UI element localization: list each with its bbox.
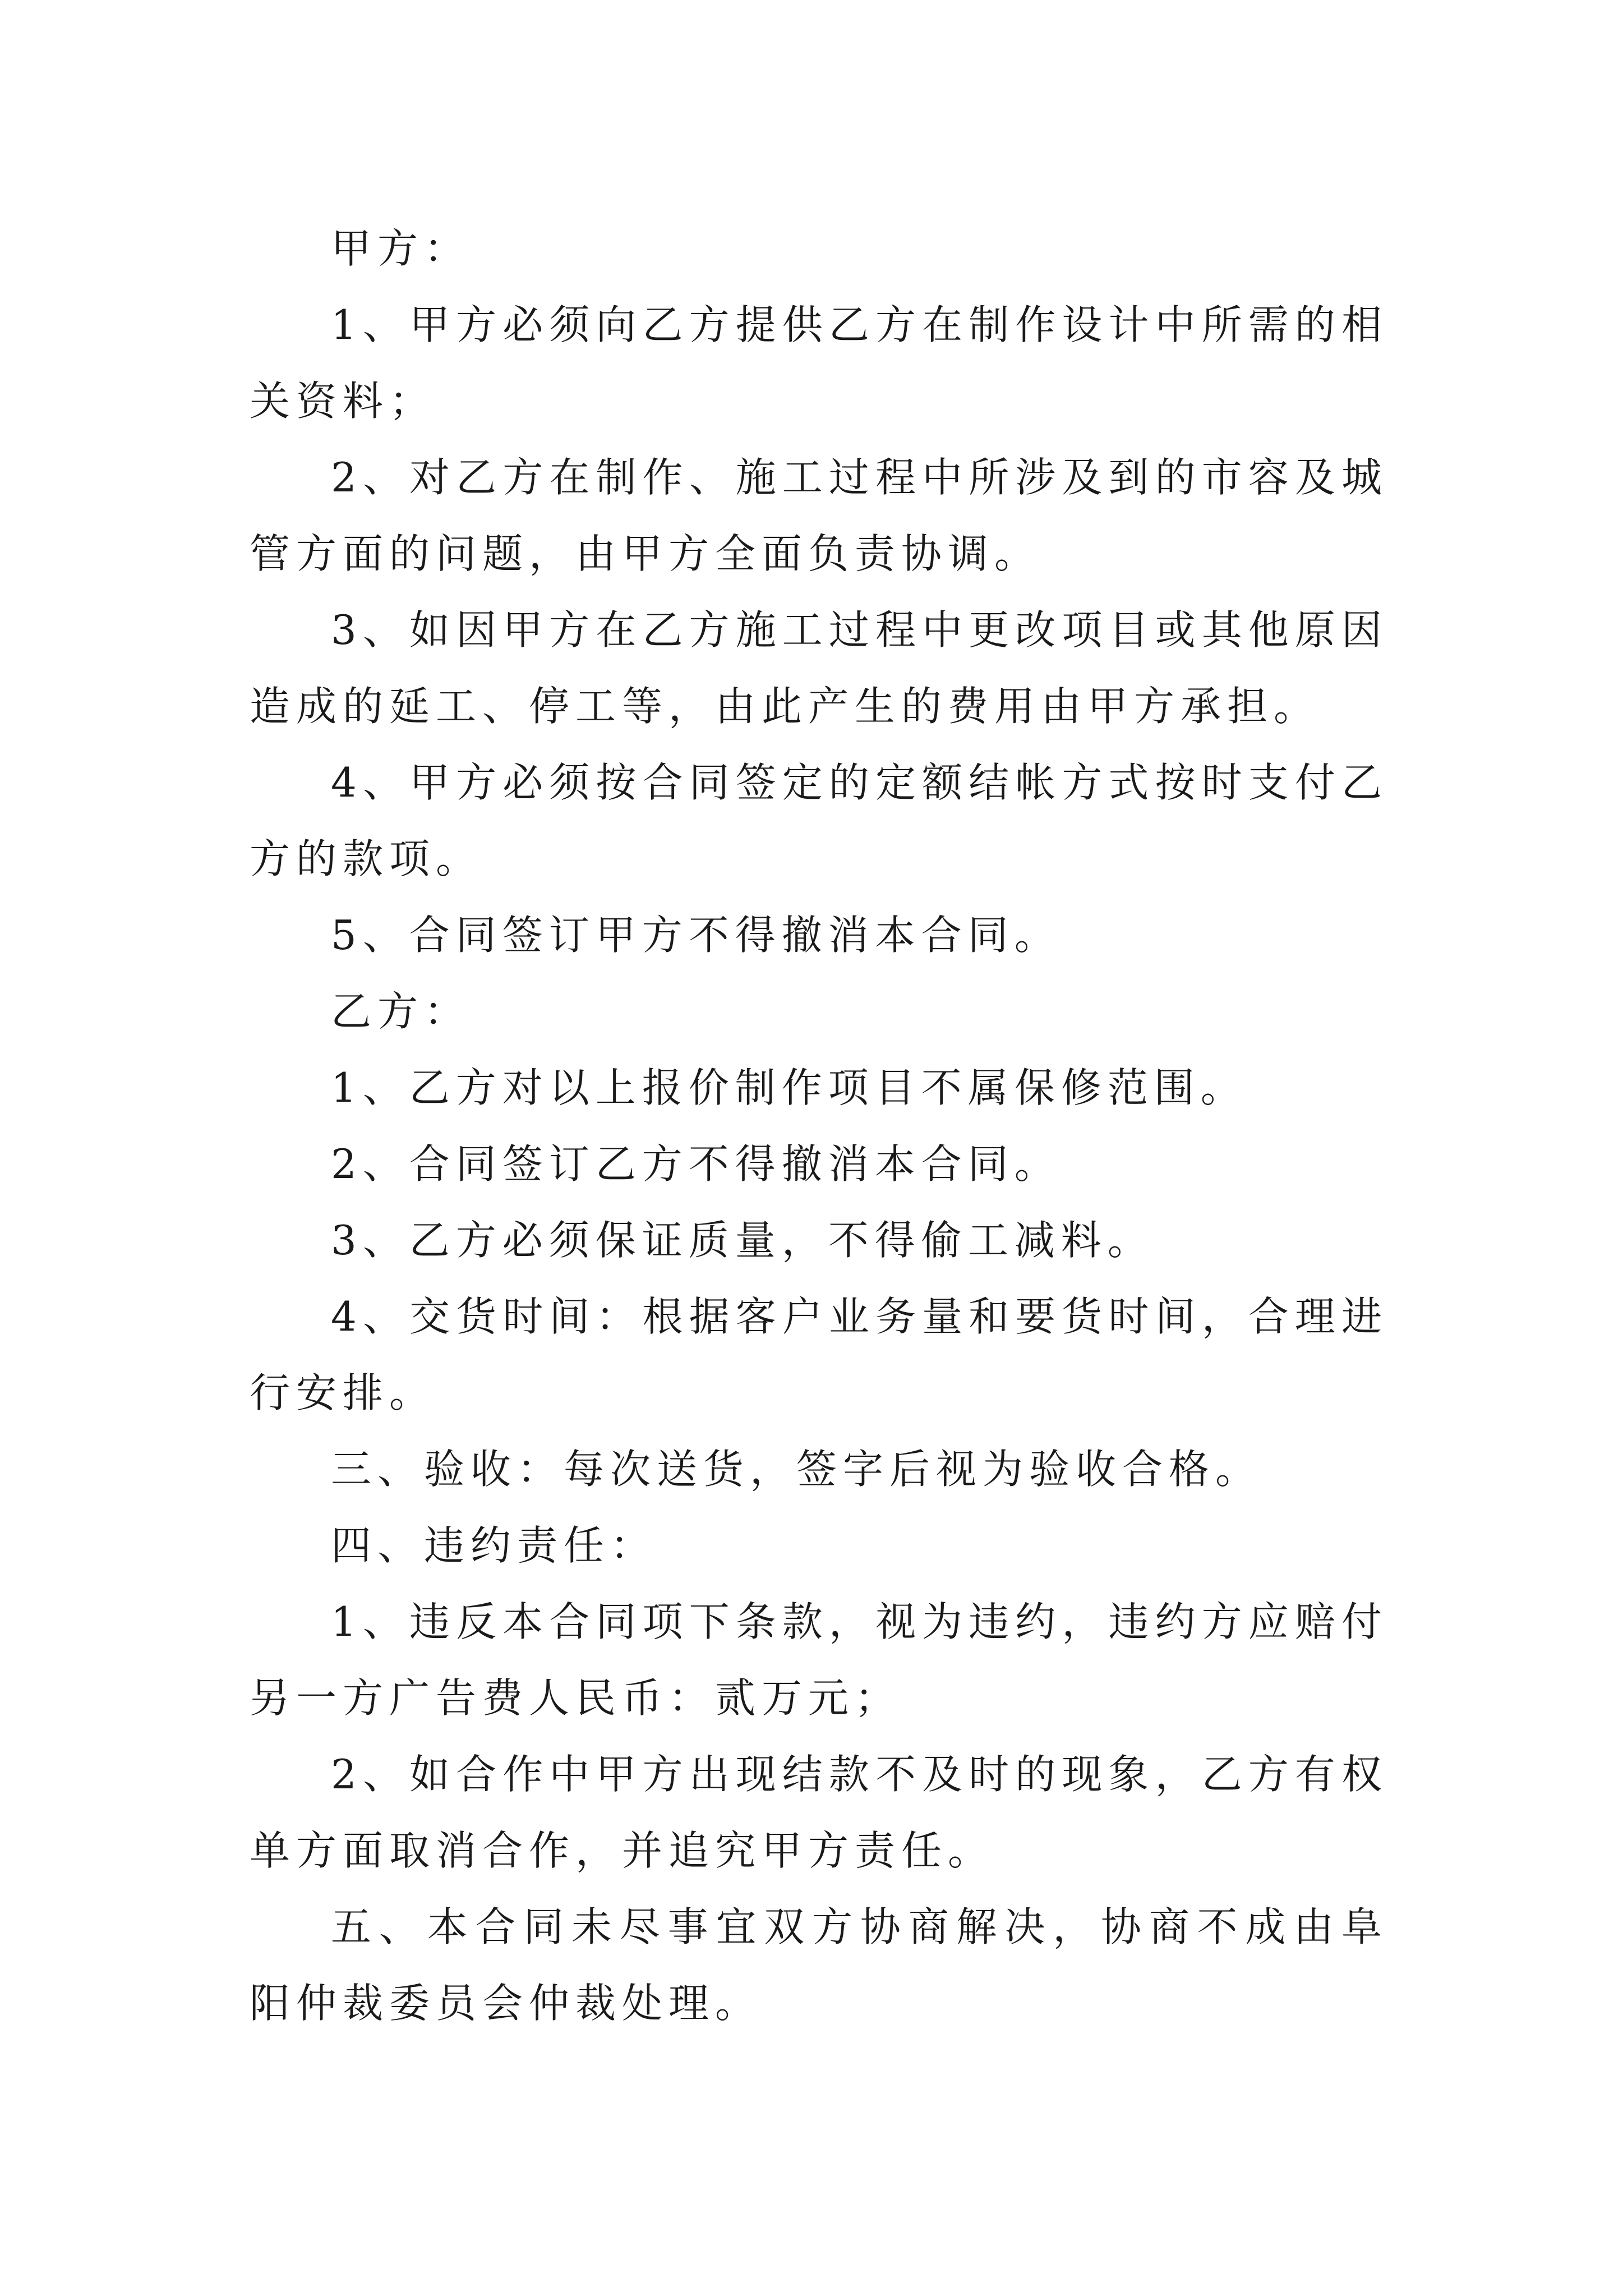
- heading-liability: 四、违约责任：: [331, 1522, 657, 1569]
- heading-party-a: 甲方：: [331, 225, 471, 272]
- party-a-clause-2: 2、对乙方在制作、施工过程中所涉及到的市容及城管方面的问题，由甲方全面负责协调。: [250, 454, 1388, 577]
- party-a-clause-4: 4、甲方必须按合同签定的定额结帐方式按时支付乙方的款项。: [250, 759, 1388, 882]
- party-a-clause-1: 1、甲方必须向乙方提供乙方在制作设计中所需的相关资料；: [250, 301, 1388, 425]
- party-b-clause-2: 2、合同签订乙方不得撤消本合同。: [331, 1140, 1061, 1188]
- party-b-clause-1: 1、乙方对以上报价制作项目不属保修范围。: [331, 1064, 1247, 1111]
- section-acceptance: 三、验收：每次送货，签字后视为验收合格。: [331, 1446, 1262, 1493]
- liability-clause-2: 2、如合作中甲方出现结款不及时的现象，乙方有权单方面取消合作，并追究甲方责任。: [250, 1751, 1388, 1874]
- section-dispute-resolution: 五、本合同未尽事宜双方协商解决，协商不成由阜阳仲裁委员会仲裁处理。: [250, 1903, 1388, 2027]
- party-a-clause-5: 5、合同签订甲方不得撤消本合同。: [331, 912, 1061, 959]
- party-b-clause-4: 4、交货时间：根据客户业务量和要货时间，合理进行安排。: [250, 1293, 1388, 1416]
- document-body: [250, 210, 1388, 2041]
- liability-clause-1: 1、违反本合同项下条款，视为违约，违约方应赔付另一方广告费人民币：贰万元；: [250, 1598, 1388, 1722]
- heading-party-b: 乙方：: [331, 988, 471, 1035]
- party-b-clause-3: 3、乙方必须保证质量，不得偷工减料。: [331, 1217, 1154, 1264]
- party-a-clause-3: 3、如因甲方在乙方施工过程中更改项目或其他原因造成的延工、停工等，由此产生的费用由甲方承担。: [250, 606, 1388, 730]
